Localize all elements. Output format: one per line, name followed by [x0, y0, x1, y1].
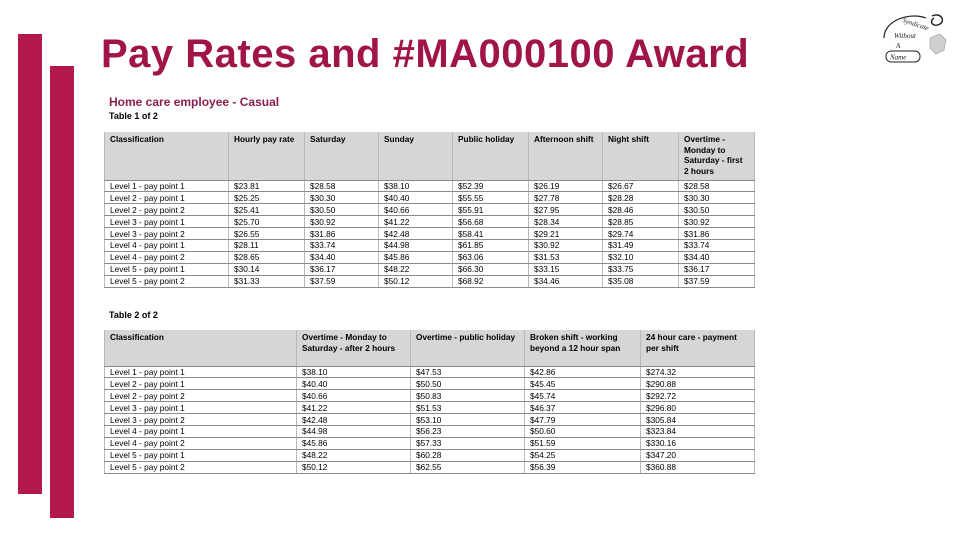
classification-cell: Level 3 - pay point 1	[105, 216, 229, 228]
classification-cell: Level 4 - pay point 2	[105, 251, 229, 263]
table1-header-7: Overtime - Monday to Saturday - first 2 hours	[679, 132, 755, 180]
table1-header-5: Afternoon shift	[529, 132, 603, 180]
rate-cell: $62.55	[411, 461, 525, 473]
classification-cell: Level 2 - pay point 2	[105, 204, 229, 216]
table-row	[105, 228, 755, 240]
rate-cell: $25.70	[229, 216, 305, 228]
rate-cell: $51.53	[411, 402, 525, 414]
rate-cell: $290.88	[641, 378, 755, 390]
rate-cell: $31.53	[529, 251, 603, 263]
rate-cell: $36.17	[305, 263, 379, 275]
rate-cell: $48.22	[297, 449, 411, 461]
rate-cell: $41.22	[379, 216, 453, 228]
rate-cell: $56.39	[525, 461, 641, 473]
table1-header-4: Public holiday	[453, 132, 529, 180]
rate-cell: $37.59	[679, 275, 755, 287]
table-row	[105, 402, 755, 414]
classification-cell: Level 4 - pay point 1	[105, 239, 229, 251]
rate-cell: $28.28	[603, 192, 679, 204]
rate-cell: $54.25	[525, 449, 641, 461]
rate-cell: $37.59	[305, 275, 379, 287]
rate-cell: $26.19	[529, 180, 603, 192]
rate-cell: $56.68	[453, 216, 529, 228]
rate-cell: $46.37	[525, 402, 641, 414]
rate-cell: $27.95	[529, 204, 603, 216]
rate-cell: $30.92	[305, 216, 379, 228]
rate-cell: $28.11	[229, 239, 305, 251]
table1-header-0: Classification	[105, 132, 229, 180]
rate-cell: $42.48	[297, 414, 411, 426]
rate-cell: $30.92	[679, 216, 755, 228]
rate-cell: $33.74	[679, 239, 755, 251]
rate-cell: $58.41	[453, 228, 529, 240]
rate-cell: $51.59	[525, 437, 641, 449]
table-row	[105, 390, 755, 402]
table1-header-6: Night shift	[603, 132, 679, 180]
rate-cell: $57.33	[411, 437, 525, 449]
rate-cell: $33.15	[529, 263, 603, 275]
slide-title: Pay Rates and #MA000100 Award	[101, 32, 750, 76]
classification-cell: Level 5 - pay point 1	[105, 449, 297, 461]
rate-cell: $34.46	[529, 275, 603, 287]
table-row	[105, 263, 755, 275]
rate-cell: $45.45	[525, 378, 641, 390]
table2-header-0: Classification	[105, 330, 297, 366]
rate-cell: $28.34	[529, 216, 603, 228]
rate-cell: $30.30	[679, 192, 755, 204]
classification-cell: Level 2 - pay point 2	[105, 390, 297, 402]
rate-cell: $50.60	[525, 425, 641, 437]
rate-cell: $26.55	[229, 228, 305, 240]
rate-cell: $45.74	[525, 390, 641, 402]
table-row	[105, 461, 755, 473]
table2-header-1: Overtime - Monday to Saturday - after 2 hours	[297, 330, 411, 366]
pay-rates-table-1	[104, 132, 755, 288]
rate-cell: $330.16	[641, 437, 755, 449]
rate-cell: $47.53	[411, 366, 525, 378]
rate-cell: $40.66	[297, 390, 411, 402]
logo-line-3: A	[896, 42, 901, 50]
rate-cell: $41.22	[297, 402, 411, 414]
table-row	[105, 378, 755, 390]
rate-cell: $296.80	[641, 402, 755, 414]
table2-header-row	[105, 330, 755, 366]
rate-cell: $33.74	[305, 239, 379, 251]
rate-cell: $25.41	[229, 204, 305, 216]
table-row	[105, 204, 755, 216]
rate-cell: $34.40	[305, 251, 379, 263]
logo-line-2: Without	[894, 32, 916, 40]
rate-cell: $292.72	[641, 390, 755, 402]
table2-header-3: Broken shift - working beyond a 12 hour span	[525, 330, 641, 366]
classification-cell: Level 3 - pay point 1	[105, 402, 297, 414]
table-row	[105, 216, 755, 228]
rate-cell: $50.12	[297, 461, 411, 473]
rate-cell: $50.12	[379, 275, 453, 287]
rate-cell: $26.67	[603, 180, 679, 192]
rate-cell: $40.40	[379, 192, 453, 204]
table2-label: Table 2 of 2	[109, 310, 158, 320]
rate-cell: $31.33	[229, 275, 305, 287]
classification-cell: Level 3 - pay point 2	[105, 414, 297, 426]
classification-cell: Level 2 - pay point 1	[105, 192, 229, 204]
rate-cell: $28.65	[229, 251, 305, 263]
table1-header-3: Sunday	[379, 132, 453, 180]
australia-map-icon	[930, 34, 946, 54]
syndicate-logo	[880, 8, 952, 68]
rate-cell: $34.40	[679, 251, 755, 263]
rate-cell: $55.91	[453, 204, 529, 216]
rate-cell: $40.66	[379, 204, 453, 216]
table-row	[105, 275, 755, 287]
rate-cell: $50.50	[411, 378, 525, 390]
rate-cell: $28.58	[679, 180, 755, 192]
table-row	[105, 449, 755, 461]
table-row	[105, 425, 755, 437]
rate-cell: $33.75	[603, 263, 679, 275]
table2-header-2: Overtime - public holiday	[411, 330, 525, 366]
rate-cell: $323.84	[641, 425, 755, 437]
rate-cell: $45.86	[379, 251, 453, 263]
rate-cell: $30.92	[529, 239, 603, 251]
rate-cell: $66.30	[453, 263, 529, 275]
rate-cell: $45.86	[297, 437, 411, 449]
classification-cell: Level 4 - pay point 1	[105, 425, 297, 437]
rate-cell: $30.50	[679, 204, 755, 216]
rate-cell: $47.79	[525, 414, 641, 426]
rate-cell: $42.86	[525, 366, 641, 378]
rate-cell: $55.55	[453, 192, 529, 204]
rate-cell: $56.23	[411, 425, 525, 437]
rate-cell: $305.84	[641, 414, 755, 426]
table1-body	[105, 180, 755, 287]
rate-cell: $29.21	[529, 228, 603, 240]
rate-cell: $38.10	[379, 180, 453, 192]
table-row	[105, 414, 755, 426]
classification-cell: Level 3 - pay point 2	[105, 228, 229, 240]
table-row	[105, 192, 755, 204]
rate-cell: $38.10	[297, 366, 411, 378]
table-row	[105, 251, 755, 263]
accent-bar-left	[18, 34, 42, 494]
rate-cell: $30.30	[305, 192, 379, 204]
rate-cell: $25.25	[229, 192, 305, 204]
classification-cell: Level 2 - pay point 1	[105, 378, 297, 390]
rate-cell: $28.85	[603, 216, 679, 228]
classification-cell: Level 5 - pay point 2	[105, 461, 297, 473]
rate-cell: $68.92	[453, 275, 529, 287]
table-row	[105, 437, 755, 449]
table1-label: Table 1 of 2	[109, 111, 158, 121]
rate-cell: $42.48	[379, 228, 453, 240]
rate-cell: $36.17	[679, 263, 755, 275]
rate-cell: $29.74	[603, 228, 679, 240]
rate-cell: $35.08	[603, 275, 679, 287]
rate-cell: $48.22	[379, 263, 453, 275]
rate-cell: $274.32	[641, 366, 755, 378]
rate-cell: $63.06	[453, 251, 529, 263]
rate-cell: $27.78	[529, 192, 603, 204]
rate-cell: $44.98	[379, 239, 453, 251]
rate-cell: $360.88	[641, 461, 755, 473]
rate-cell: $30.50	[305, 204, 379, 216]
logo-line-1: Syndicate	[901, 16, 930, 33]
table2-header-4: 24 hour care - payment per shift	[641, 330, 755, 366]
rate-cell: $44.98	[297, 425, 411, 437]
accent-bar-right	[50, 66, 74, 518]
rate-cell: $50.83	[411, 390, 525, 402]
table-row	[105, 239, 755, 251]
pay-rates-table-2	[104, 330, 755, 474]
rate-cell: $52.39	[453, 180, 529, 192]
rate-cell: $28.46	[603, 204, 679, 216]
rate-cell: $30.14	[229, 263, 305, 275]
rate-cell: $31.86	[679, 228, 755, 240]
table1-header-1: Hourly pay rate	[229, 132, 305, 180]
rate-cell: $347.20	[641, 449, 755, 461]
rate-cell: $28.58	[305, 180, 379, 192]
table-row	[105, 180, 755, 192]
rate-cell: $31.49	[603, 239, 679, 251]
classification-cell: Level 4 - pay point 2	[105, 437, 297, 449]
classification-cell: Level 5 - pay point 2	[105, 275, 229, 287]
rate-cell: $31.86	[305, 228, 379, 240]
logo-line-4: Name	[890, 53, 907, 62]
table-row	[105, 366, 755, 378]
classification-cell: Level 1 - pay point 1	[105, 180, 229, 192]
rate-cell: $40.40	[297, 378, 411, 390]
table2-body	[105, 366, 755, 473]
rate-cell: $32.10	[603, 251, 679, 263]
table1-header-2: Saturday	[305, 132, 379, 180]
rate-cell: $61.85	[453, 239, 529, 251]
section-subtitle: Home care employee - Casual	[109, 95, 280, 109]
table1-header-row	[105, 132, 755, 180]
classification-cell: Level 5 - pay point 1	[105, 263, 229, 275]
rate-cell: $23.81	[229, 180, 305, 192]
rate-cell: $60.28	[411, 449, 525, 461]
classification-cell: Level 1 - pay point 1	[105, 366, 297, 378]
rate-cell: $53.10	[411, 414, 525, 426]
